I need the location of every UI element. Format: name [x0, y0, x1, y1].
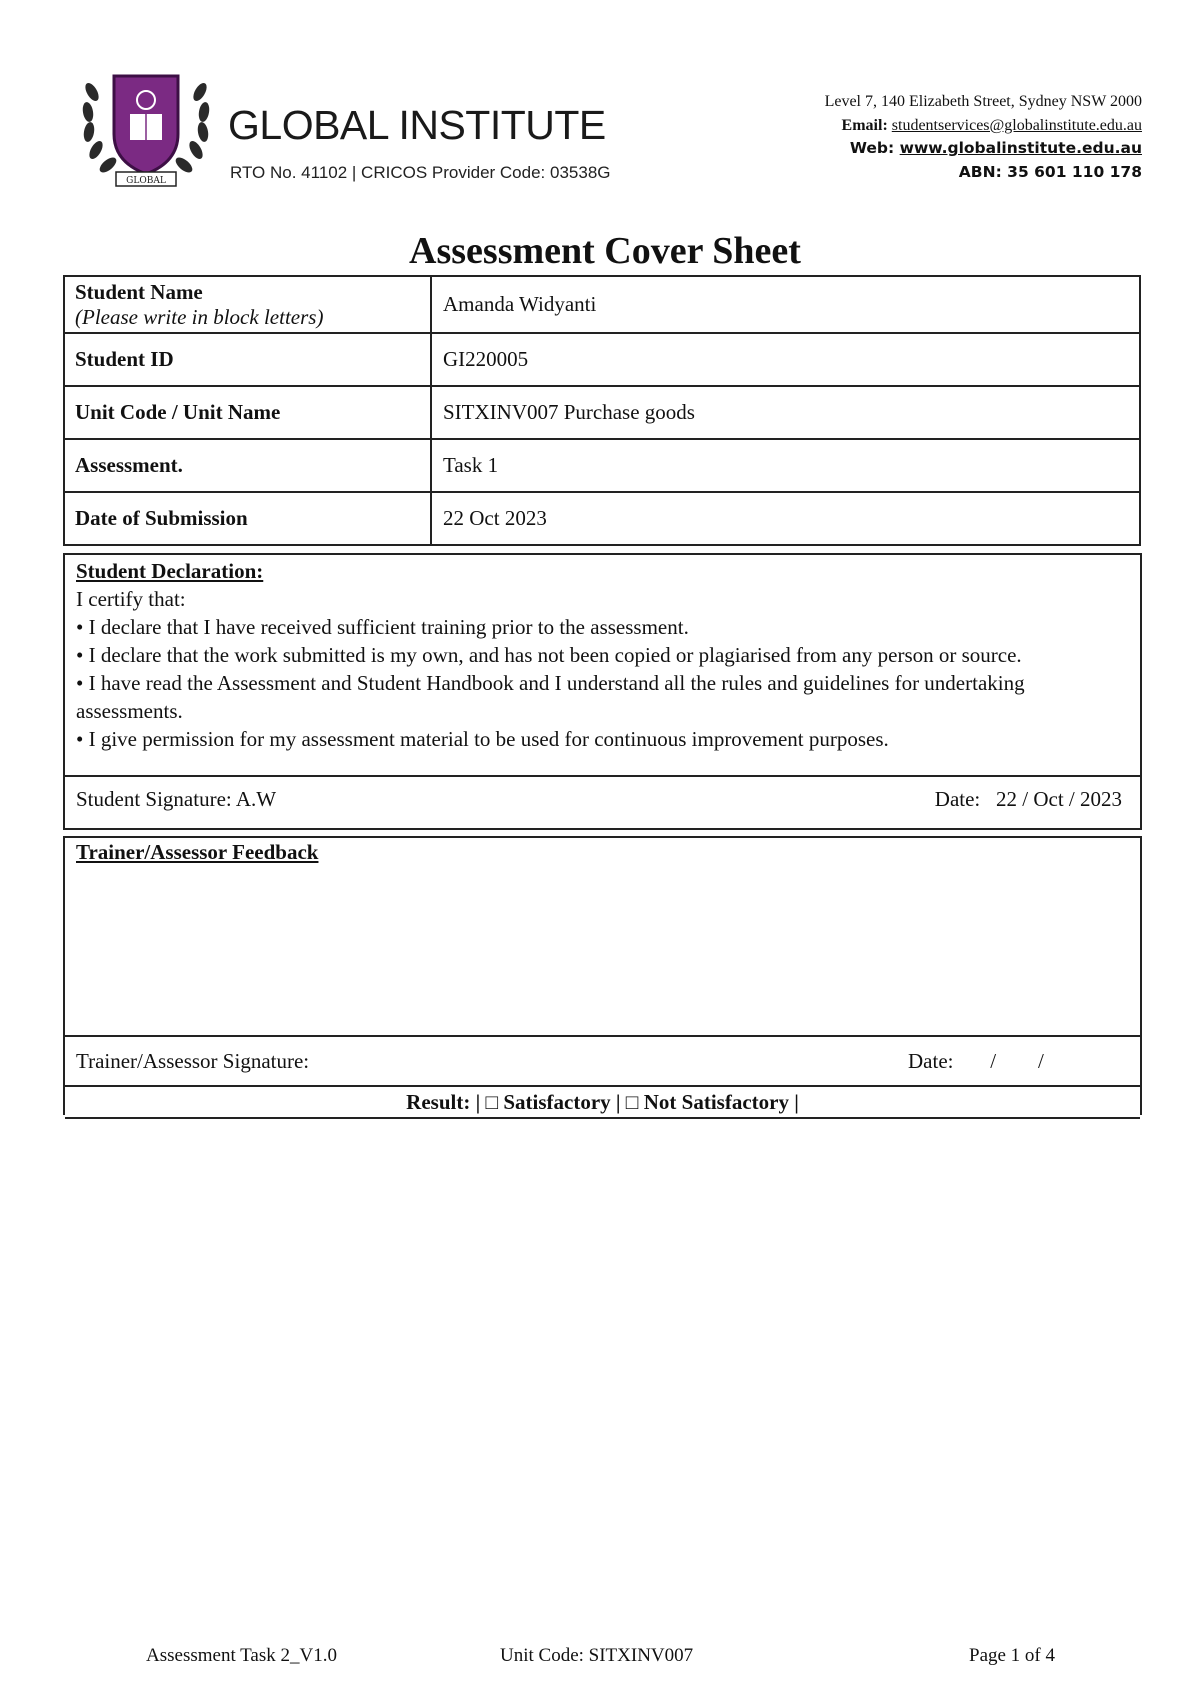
contact-block — [825, 90, 1142, 184]
trainer-signature-date[interactable]: Date: / / — [908, 1049, 1044, 1073]
institute-logo — [78, 62, 638, 192]
feedback-heading: Trainer/Assessor Feedback — [76, 840, 319, 864]
student-id-label: Student ID — [64, 333, 431, 386]
table-row — [64, 492, 1140, 545]
declaration-item: • I declare that I have received sufficient training prior to the assessment. — [76, 615, 689, 639]
declaration-body — [65, 555, 1140, 777]
table-row — [64, 439, 1140, 492]
trainer-feedback-box — [63, 836, 1142, 1115]
table-row — [64, 276, 1140, 333]
email-label: Email: — [841, 116, 888, 134]
date-label: Date of Submission — [64, 492, 431, 545]
result-row[interactable]: Result: | □ Satisfactory | □ Not Satisfactory | — [65, 1087, 1140, 1119]
footer-page-number: Page 1 of 4 — [969, 1645, 1056, 1666]
declaration-heading: Student Declaration: — [76, 559, 264, 583]
declaration-item: • I have read the Assessment and Student Handbook and I understand all the rules and guidelines for undertaking assessments. — [76, 671, 1025, 723]
trainer-signature-row — [65, 1037, 1140, 1087]
student-declaration-box — [63, 553, 1142, 830]
assessment-label: Assessment. — [64, 439, 431, 492]
student-name-label-cell — [64, 276, 431, 333]
student-signature[interactable]: Student Signature: A.W — [76, 787, 277, 811]
trainer-signature[interactable]: Trainer/Assessor Signature: — [76, 1049, 310, 1073]
unit-label: Unit Code / Unit Name — [64, 386, 431, 439]
abn: ABN: 35 601 110 178 — [958, 162, 1142, 181]
unit-value[interactable]: SITXINV007 Purchase goods — [431, 386, 1140, 439]
table-row — [64, 386, 1140, 439]
feedback-area[interactable] — [65, 838, 1140, 1037]
footer-center: Unit Code: SITXINV007 — [500, 1645, 694, 1666]
page-title: Assessment Cover Sheet — [409, 230, 801, 272]
declaration-item: • I give permission for my assessment material to be used for continuous improvement purposes. — [76, 727, 889, 751]
student-name-hint: (Please write in block letters) — [75, 304, 324, 329]
web-label: Web: — [849, 139, 895, 157]
laurel-crest-icon — [78, 62, 214, 192]
rto-line: RTO No. 41102 | CRICOS Provider Code: 03538G — [230, 163, 611, 182]
student-name-label: Student Name — [75, 279, 203, 304]
assessment-value[interactable]: Task 1 — [431, 439, 1140, 492]
declaration-item: • I declare that the work submitted is my own, and has not been copied or plagiarised from any person or source. — [76, 643, 1022, 667]
date-value[interactable]: 22 Oct 2023 — [431, 492, 1140, 545]
table-row — [64, 333, 1140, 386]
address: Level 7, 140 Elizabeth Street, Sydney NSW 2000 — [824, 93, 1142, 110]
footer-left: Assessment Task 2_V1.0 — [146, 1645, 337, 1666]
student-signature-row — [65, 776, 1140, 828]
email-link[interactable]: studentservices@globalinstitute.edu.au — [891, 116, 1142, 134]
student-signature-date[interactable]: Date: 22 / Oct / 2023 — [934, 787, 1122, 811]
student-name-value[interactable]: Amanda Widyanti — [431, 276, 1140, 333]
declaration-intro: I certify that: — [76, 587, 186, 611]
institute-name: GLOBAL INSTITUTE — [228, 102, 606, 148]
student-info-table — [63, 275, 1141, 546]
web-link[interactable]: www.globalinstitute.edu.au — [899, 139, 1142, 157]
student-id-value[interactable]: GI220005 — [431, 333, 1140, 386]
emblem-ribbon: GLOBAL — [126, 176, 166, 186]
